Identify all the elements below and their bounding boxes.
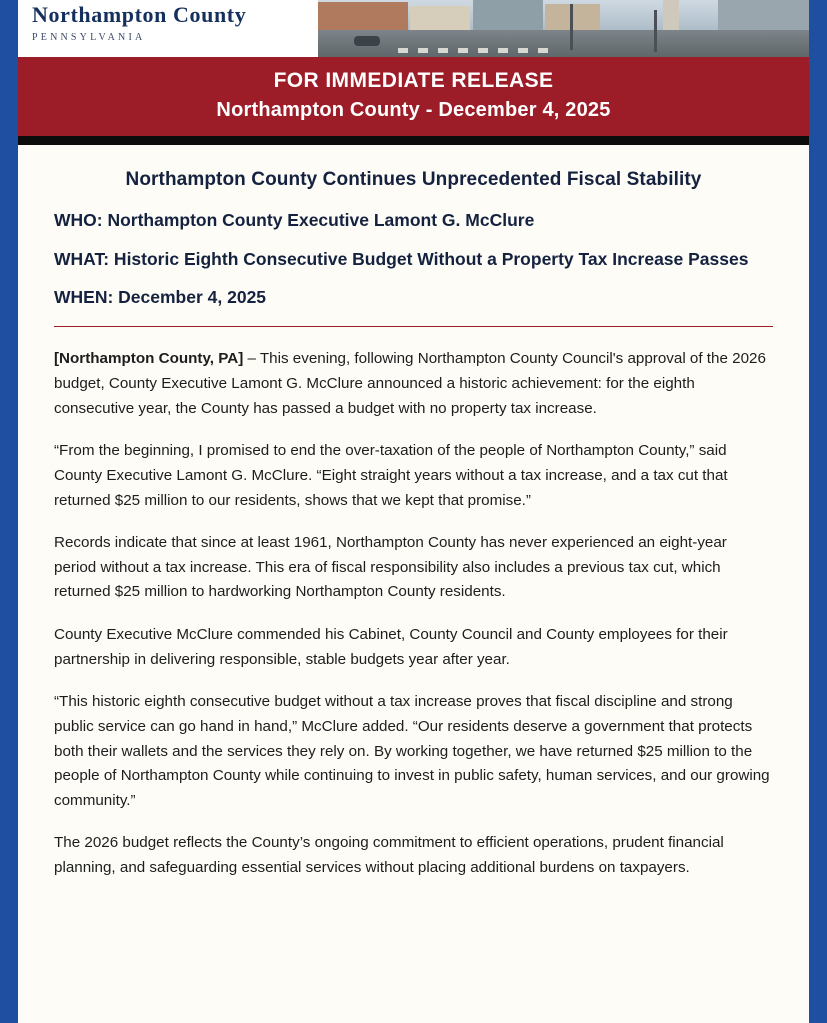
- body-paragraph: Records indicate that since at least 1961, Northampton County has never experienced an eight-year period without a tax increase. This era of fiscal responsibility also includes a previous tax cut, which returned $25 million to hardworking Northampton County residents.: [54, 534, 727, 601]
- car-shape: [354, 36, 380, 46]
- body-paragraph: “From the beginning, I promised to end the over-taxation of the people of Northampton County,” said County Executive Lamont G. McClure. “Eight straight years without a tax increase, and a tax cut that returned $25 million to our residents, shows that we kept that promise.”: [54, 442, 728, 509]
- monument-shape: [663, 0, 679, 32]
- what-line: WHAT: Historic Eighth Consecutive Budget Without a Property Tax Increase Passes: [54, 248, 749, 269]
- light-pole: [570, 4, 573, 50]
- building-shape: [473, 0, 543, 32]
- body-paragraph: The 2026 budget reflects the County’s ongoing commitment to efficient operations, prudent financial planning, and safeguarding essential services without placing additional burdens on taxpayers.: [54, 834, 724, 877]
- crosswalk-markings: [398, 48, 558, 53]
- press-release-body: [18, 145, 809, 880]
- press-release-sheet: [18, 0, 809, 1023]
- who-line: WHO: Northampton County Executive Lamont G. McClure: [54, 210, 535, 231]
- body-paragraph: County Executive McClure commended his Cabinet, County Council and County employees for their partnership in delivering responsible, stable budgets year after year.: [54, 626, 728, 668]
- county-logo: [18, 0, 318, 57]
- county-logo-title: Northampton County: [32, 2, 247, 27]
- light-pole: [654, 10, 657, 52]
- building-shape: [410, 6, 470, 32]
- immediate-release-banner: [18, 57, 809, 136]
- section-divider: [54, 326, 773, 327]
- page-title: Northampton County Continues Unprecedented Fiscal Stability: [125, 169, 702, 191]
- when-line: WHEN: December 4, 2025: [54, 287, 267, 308]
- body-paragraph: [Northampton County, PA] – This evening, following Northampton County Council's approval of the 2026 budget, County Executive Lamont G. McClure announced a historic achievement: for the eighth consecutive year, the County has passed a budget with no property tax increase.: [54, 350, 766, 417]
- header-banner-photo: [18, 0, 809, 57]
- body-paragraph: “This historic eighth consecutive budget without a tax increase proves that fiscal discipline and strong public service can go hand in hand,” McClure added. “Our residents deserve a government that protects both their wallets and the services they rely on. By working together, we have returned $25 million to the people of Northampton County while continuing to invest in public safety, human services, and our growing community.”: [54, 693, 770, 809]
- banner-bottom-rule: [18, 136, 809, 145]
- building-shape: [318, 2, 408, 32]
- release-banner-line2: Northampton County - December 4, 2025: [216, 99, 611, 122]
- release-banner-line1: FOR IMMEDIATE RELEASE: [273, 69, 554, 92]
- building-shape: [718, 0, 809, 32]
- county-logo-subtitle: PENNSYLVANIA: [32, 32, 146, 43]
